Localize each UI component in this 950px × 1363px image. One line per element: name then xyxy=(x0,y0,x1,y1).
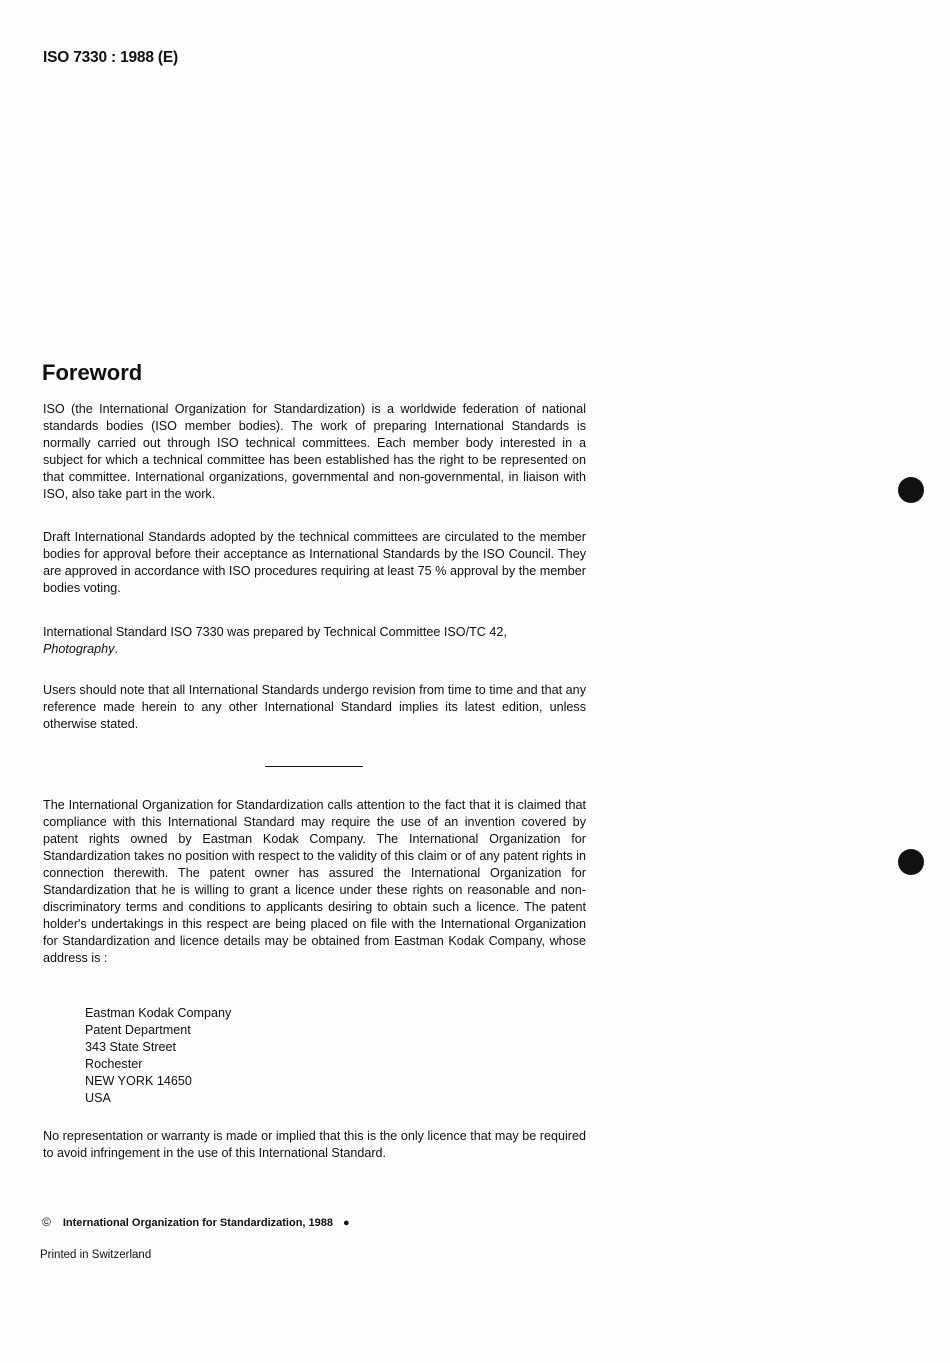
address-line: Patent Department xyxy=(85,1023,191,1037)
foreword-paragraph-4: Users should note that all International Standards undergo revision from time to time and that any reference made herein to any other International Standard implies its latest edition, unless otherwise stated. xyxy=(43,683,586,731)
copyright-line xyxy=(42,1215,350,1229)
address-line: 343 State Street xyxy=(85,1040,177,1054)
preparation-text: International Standard ISO 7330 was prepared by Technical Committee ISO/TC 42, xyxy=(43,625,507,639)
address-line: NEW YORK 14650 xyxy=(85,1074,192,1088)
address-line: Rochester xyxy=(85,1057,143,1071)
sentence-end: . xyxy=(114,642,118,656)
document-id-header: ISO 7330 : 1988 (E) xyxy=(43,49,178,66)
address-line: USA xyxy=(85,1091,111,1105)
foreword-paragraph-3 xyxy=(43,624,586,658)
disclaimer-paragraph: No representation or warranty is made or implied that this is the only licence that may be required to avoid infringement in the use of this International Standard. xyxy=(43,1129,586,1160)
page-title: Foreword xyxy=(42,360,143,385)
margin-bullet-icon xyxy=(898,849,924,875)
printed-in-note: Printed in Switzerland xyxy=(40,1249,152,1261)
address-line: Eastman Kodak Company xyxy=(85,1006,232,1020)
patent-paragraph: The International Organization for Standardization calls attention to the fact that it is claimed that compliance with this International Standard may require the use of an invention covered by patent rights owned by Eastman Kodak Company. The International Organization for Standardization takes no position with respect to the validity of this claim or of any patent rights in connection therewith. The patent owner has assured the International Organization for Standardization that he is willing to grant a licence under these rights on reasonable and non-discriminatory terms and conditions to applicants desiring to obtain such a licence. The patent holder's undertakings in this respect are being placed on file with the International Organization for Standardization and licence details may be obtained from Eastman Kodak Company, whose address is : xyxy=(43,798,586,965)
copyright-icon: © xyxy=(42,1215,51,1229)
section-divider xyxy=(265,766,363,767)
foreword-paragraph-2: Draft International Standards adopted by the technical committees are circulated to the member bodies for approval before their acceptance as International Standards by the ISO Council. They are approved in accordance with ISO procedures requiring at least 75 % approval by the member bodies voting. xyxy=(43,530,586,595)
copyright-text: International Organization for Standardization, 1988 xyxy=(62,1217,333,1229)
foreword-paragraph-1: ISO (the International Organization for Standardization) is a worldwide federation of national standards bodies (ISO member bodies). The work of preparing International Standards is normally carried out through ISO technical committees. Each member body interested in a subject for which a technical committee has been established has the right to be represented on that committee. International organizations, governmental and non-governmental, in liaison with ISO, also take part in the work. xyxy=(43,402,586,501)
patent-holder-address xyxy=(85,1005,231,1107)
margin-bullet-icon xyxy=(898,477,924,503)
bullet-mark-icon: ● xyxy=(343,1217,350,1229)
committee-name: Photography xyxy=(43,642,115,656)
